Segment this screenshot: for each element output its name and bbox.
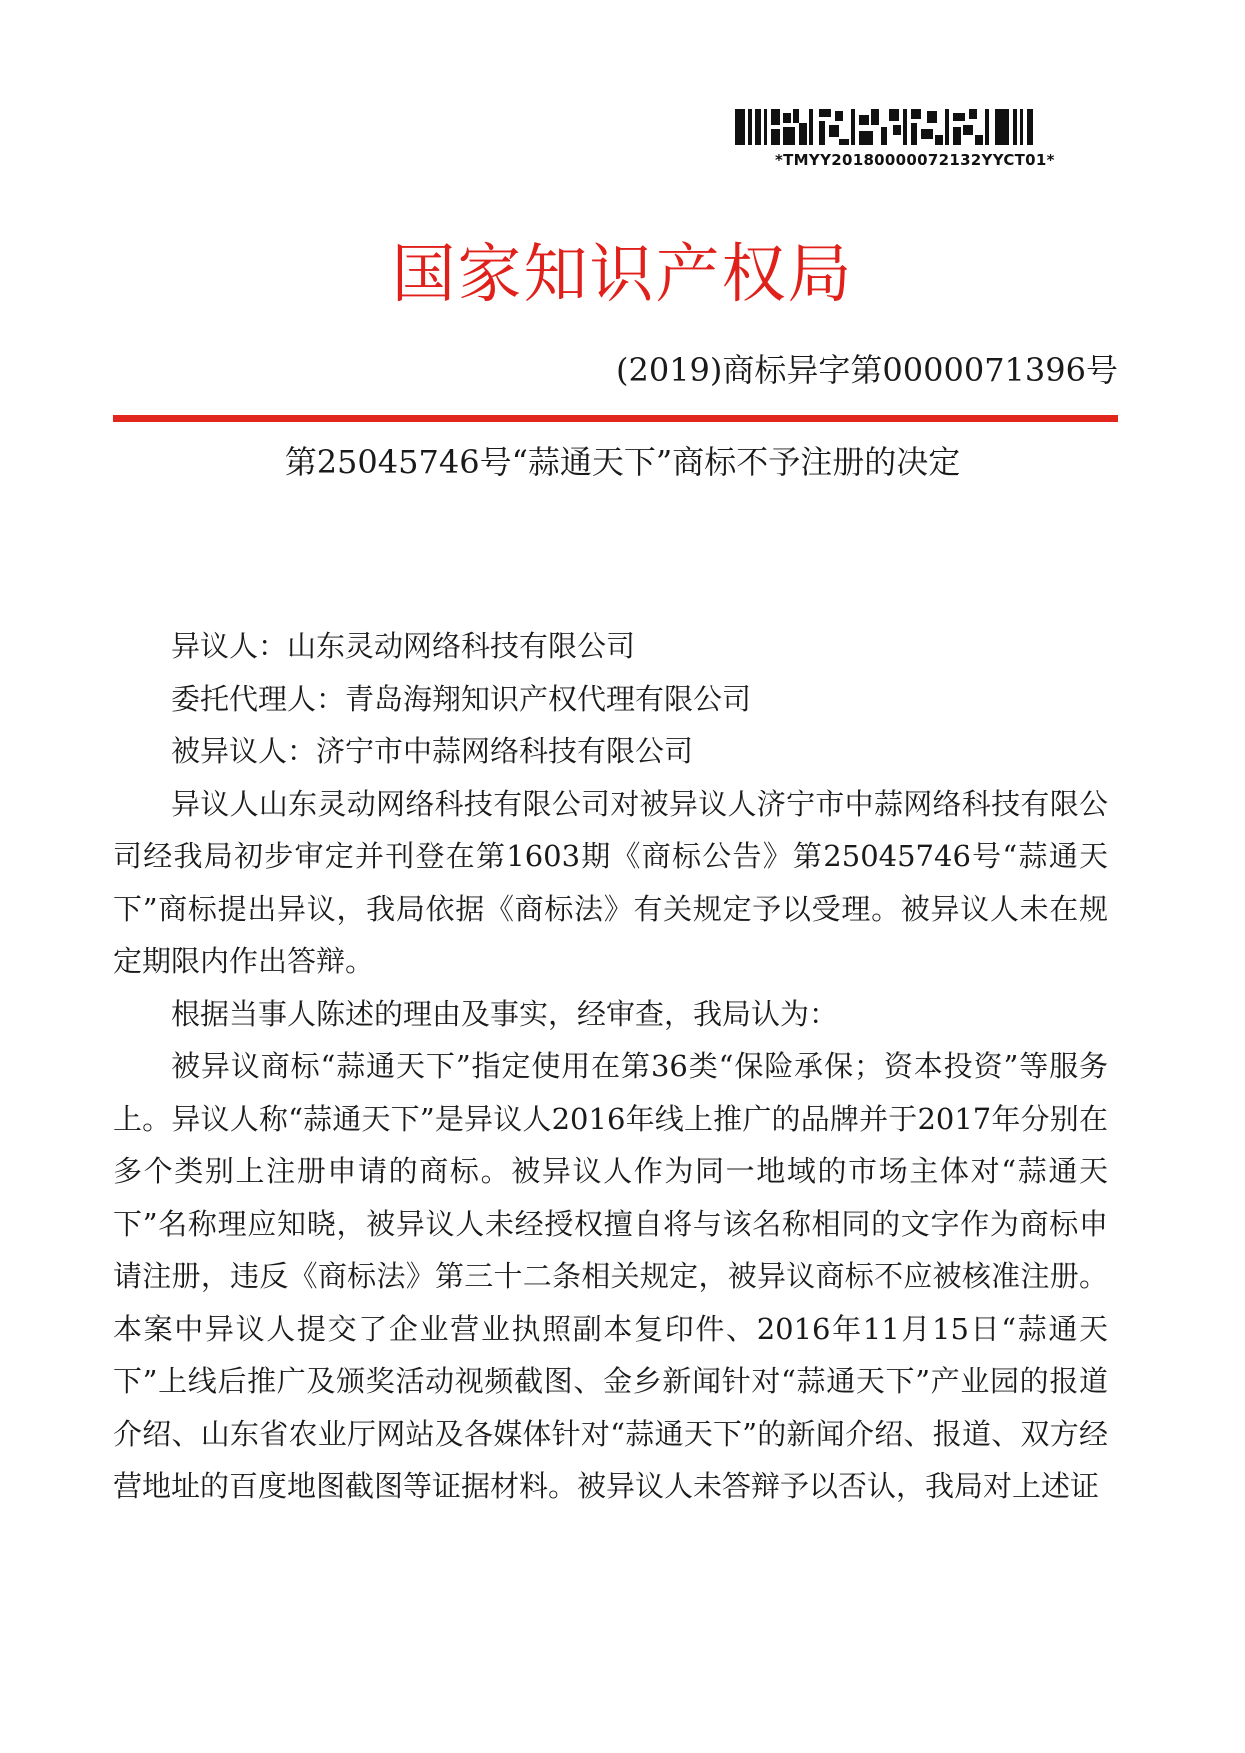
document-number: (2019)商标异字第0000071396号: [615, 351, 1118, 389]
party-opponent: 异议人：山东灵动网络科技有限公司: [171, 629, 636, 663]
paragraph-opposition: 异议人山东灵动网络科技有限公司对被异议人济宁市中蒜网络科技有限公司经我局初步审定并刊登在第1603期《商标公告》第25045746号“蒜通天下”商标提出异议，我局依据《商标法》有关规定予以受理。被异议人未在规定期限内作出答辩。: [113, 786, 1108, 978]
barcode-image: [735, 105, 1105, 151]
decision-title: 第25045746号“蒜通天下”商标不予注册的决定: [284, 443, 961, 481]
party-agent: 委托代理人：青岛海翔知识产权代理有限公司: [171, 681, 752, 716]
agency-title: 国家知识产权局: [391, 238, 854, 312]
document-body: [113, 620, 1108, 1513]
barcode: [735, 105, 1105, 175]
party-respondent: 被异议人：济宁市中蒜网络科技有限公司: [171, 734, 694, 768]
barcode-code: *TMYY20180000072132YYCT01*: [775, 151, 1055, 169]
paragraph-finding-intro: 根据当事人陈述的理由及事实，经审查，我局认为：: [171, 996, 839, 1031]
paragraph-analysis: 被异议商标“蒜通天下”指定使用在第36类“保险承保；资本投资”等服务上。异议人称“蒜通天下”是异议人2016年线上推广的品牌并于2017年分别在多个类别上注册申请的商标。被异议人作为同一地域的市场主体对“蒜通天下”名称理应知晓，被异议人未经授权擅自将与该名称相同的文字作为商标申请注册，违反《商标法》第三十二条相关规定，被异议商标不应被核准注册。本案中异议人提交了企业营业执照副本复印件、2016年11月15日“蒜通天下”上线后推广及颁奖活动视频截图、金乡新闻针对“蒜通天下”产业园的报道介绍、山东省农业厅网站及各媒体针对“蒜通天下”的新闻介绍、报道、双方经营地址的百度地图截图等证据材料。被异议人未答辩予以否认，我局对上述证: [113, 1049, 1108, 1503]
red-divider: [113, 415, 1118, 422]
